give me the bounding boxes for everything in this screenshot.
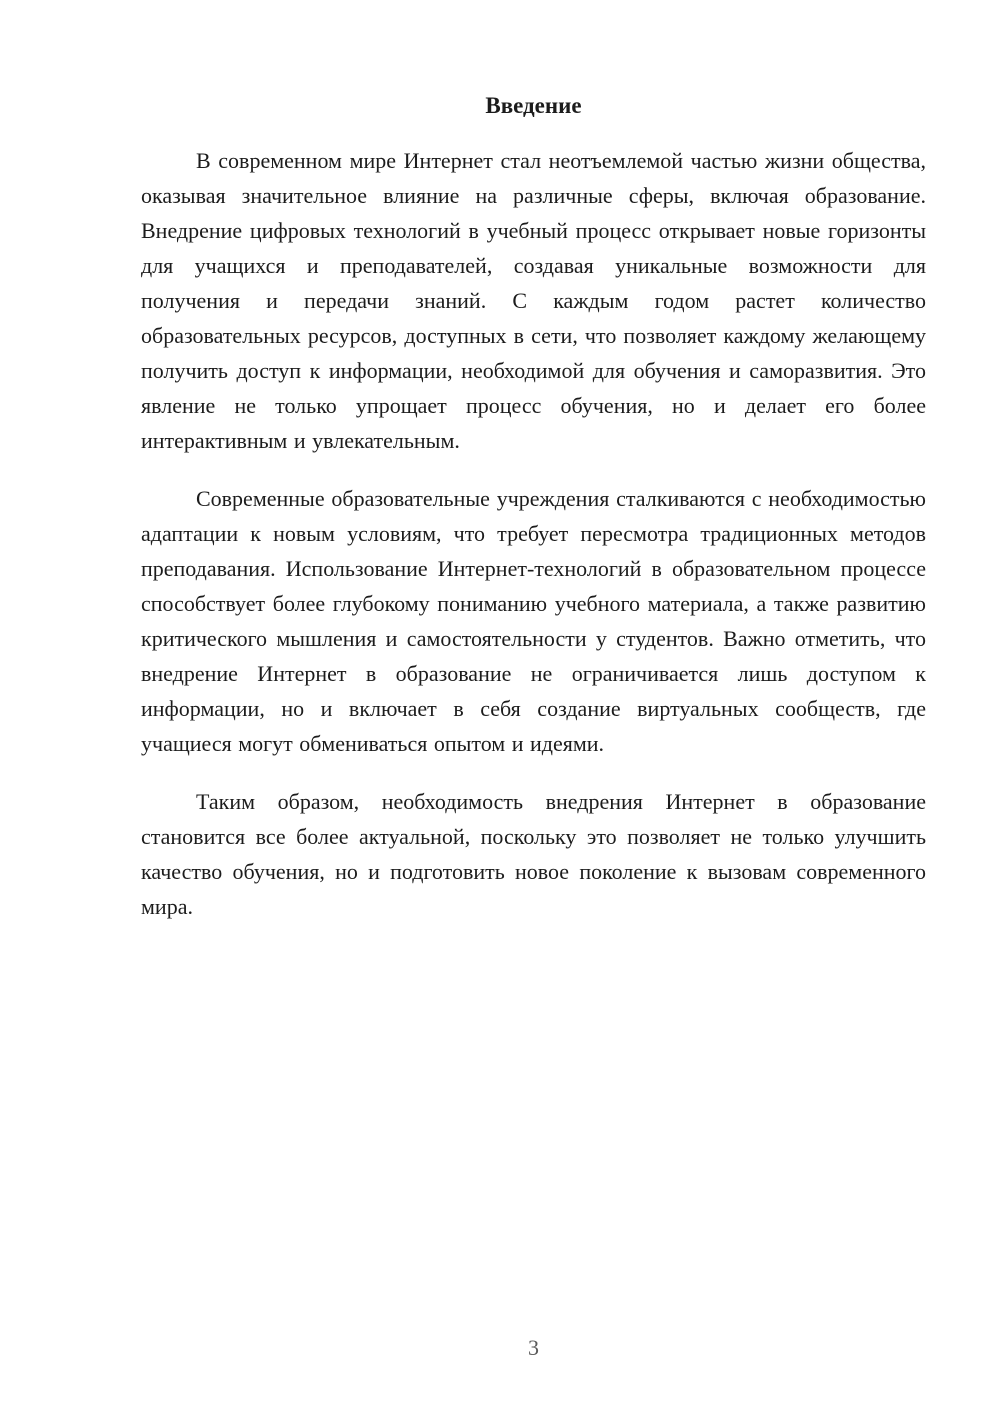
intro-paragraph-3: Таким образом, необходимость внедрения Интернет в образование становится все более актуальной, поскольку это позволяет не только улучшить качество обучения, но и подготовить новое поколение к вызовам современного мира. [141,789,926,919]
intro-paragraph-1: В современном мире Интернет стал неотъемлемой частью жизни общества, оказывая значительное влияние на различные сферы, включая образование. Внедрение цифровых технологий в учебный процесс открывает новые горизонты для учащихся и преподавателей, создавая уникальные возможности для получения и передачи знаний. С каждым годом растет количество образовательных ресурсов, доступных в сети, что позволяет каждому желающему получить доступ к информации, необходимой для обучения и саморазвития. Это явление не только упрощает процесс обучения, но и делает его более интерактивным и увлекательным. [141,148,926,453]
document-content [141,88,926,947]
intro-paragraph-2: Современные образовательные учреждения сталкиваются с необходимостью адаптации к новым условиям, что требует пересмотра традиционных методов преподавания. Использование Интернет-технологий в образовательном процессе способствует более глубокому пониманию учебного материала, а также развитию критического мышления и самостоятельности у студентов. Важно отметить, что внедрение Интернет в образование не ограничивается лишь доступом к информации, но и включает в себя создание виртуальных сообществ, где учащиеся могут обмениваться опытом и идеями. [141,486,926,756]
page-title: Введение [485,93,582,118]
page-number: 3 [528,1335,539,1360]
